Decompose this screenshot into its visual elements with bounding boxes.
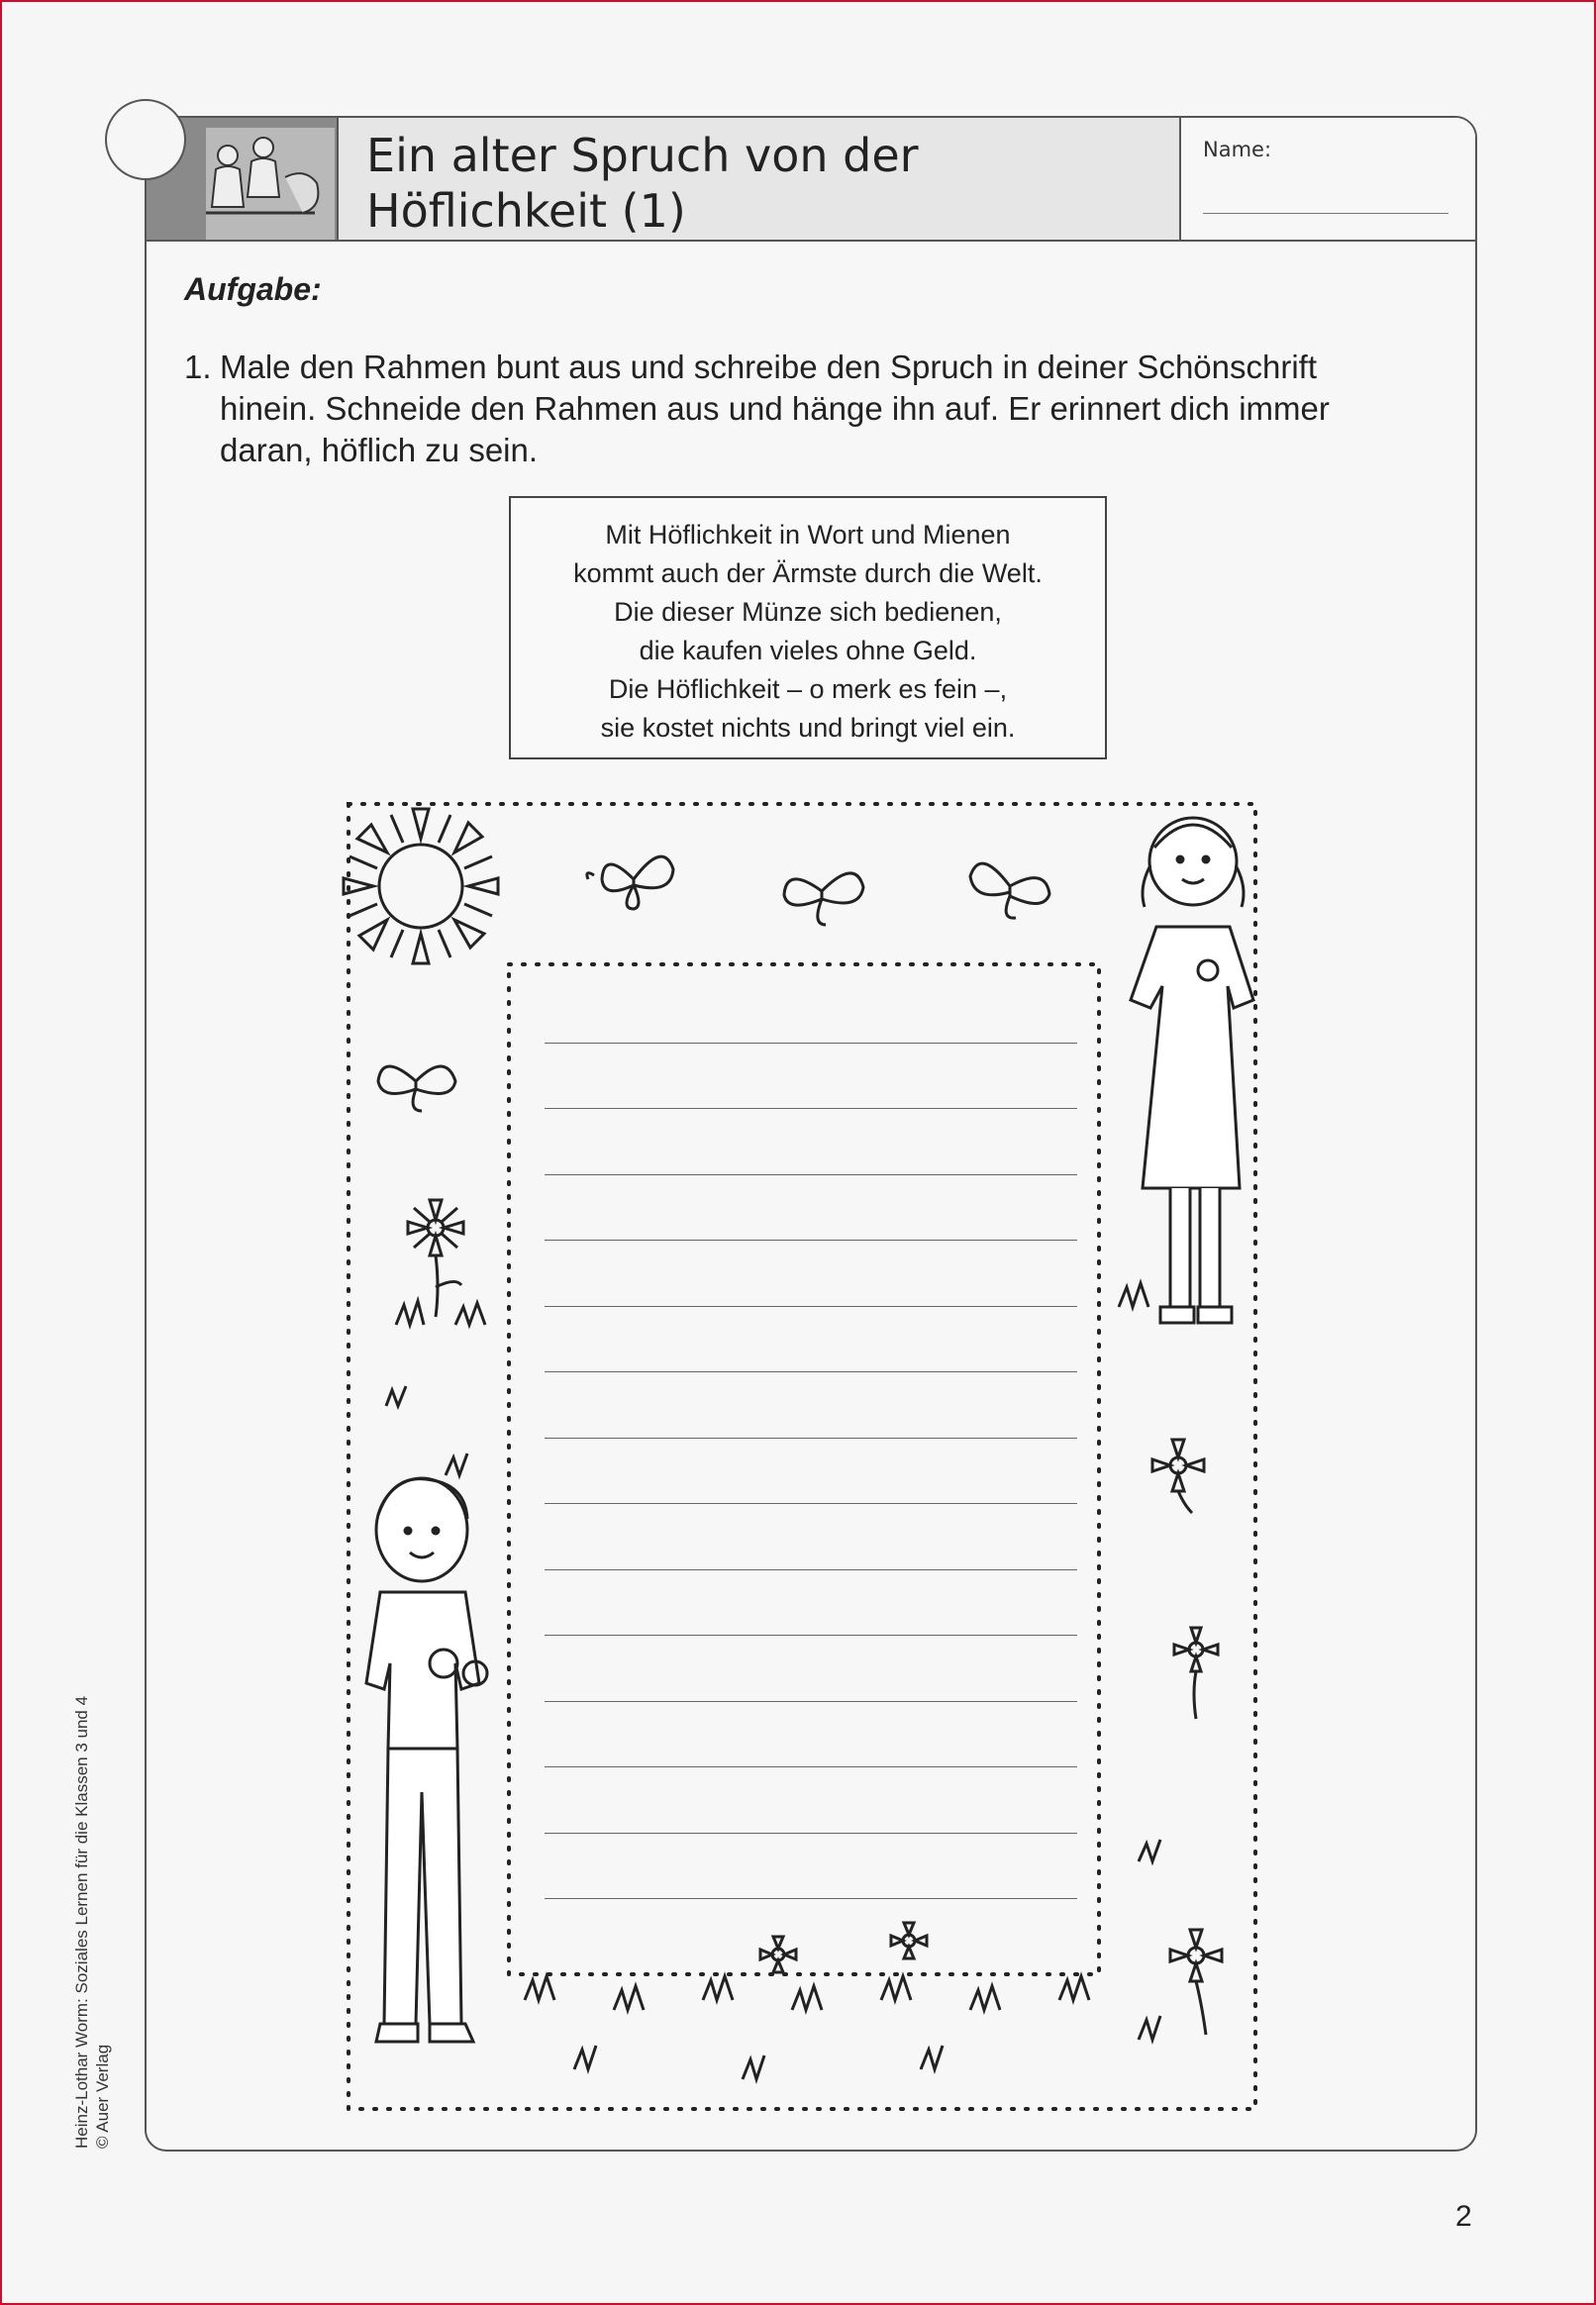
decorative-frame: [327, 792, 1277, 2119]
instruction-text: Male den Rahmen bunt aus und schreibe den Spruch in deiner Schönschrift hinein. Schneide den Rahmen aus und hänge ihn auf. Er erinnert dich immer daran, höflich zu sein.: [220, 349, 1330, 468]
poem-line: Die dieser Münze sich bedienen,: [614, 597, 1002, 627]
flower-icon: [1174, 1628, 1218, 1719]
writing-line[interactable]: [545, 1503, 1077, 1504]
writing-line[interactable]: [545, 1108, 1077, 1109]
header-band: [147, 118, 1475, 242]
writing-line[interactable]: [545, 1898, 1077, 1899]
credit-line-2: © Auer Verlag: [93, 2044, 112, 2149]
page-number: 2: [1455, 2200, 1472, 2233]
name-box: [1179, 118, 1477, 240]
poem-line: Die Höflichkeit – o merk es fein –,: [608, 674, 1008, 704]
name-label: Name:: [1203, 138, 1272, 161]
poem-line: kommt auch der Ärmste durch die Welt.: [573, 558, 1043, 588]
poem-line: sie kostet nichts und bringt viel ein.: [600, 713, 1016, 743]
name-write-line[interactable]: [1203, 213, 1448, 214]
worksheet-title: [366, 128, 1257, 239]
flower-icon: [1170, 1930, 1222, 2035]
flower-icon: [408, 1200, 463, 1317]
writing-line[interactable]: [545, 1306, 1077, 1307]
flower-icon: [1152, 1440, 1204, 1513]
butterfly-icon: [784, 873, 863, 925]
poem-box: [509, 496, 1107, 759]
sun-icon: [344, 809, 498, 963]
title-line-1: Ein alter Spruch von der: [366, 129, 919, 182]
writing-line[interactable]: [545, 1635, 1077, 1636]
inner-dotted-border: [509, 964, 1099, 1974]
writing-line[interactable]: [545, 1833, 1077, 1834]
task-label: Aufgabe:: [184, 271, 322, 307]
flower-icon: [891, 1923, 927, 1958]
credit-line-1: Heinz-Lothar Worm: Soziales Lernen für die Klassen 3 und 4: [72, 1695, 91, 2149]
writing-line[interactable]: [545, 1766, 1077, 1767]
title-line-2: Höflichkeit (1): [366, 184, 686, 238]
boy-figure: [366, 1478, 487, 2042]
writing-line[interactable]: [545, 1174, 1077, 1175]
girl-figure: [1131, 818, 1253, 1323]
corner-hole-circle: [105, 99, 186, 180]
writing-line[interactable]: [545, 1043, 1077, 1044]
instruction-item: [184, 347, 1412, 471]
instruction-number: 1.: [184, 349, 212, 385]
butterfly-icon: [587, 856, 673, 909]
outer-dotted-border: [349, 804, 1255, 2109]
poem-line: die kaufen vieles ohne Geld.: [639, 636, 977, 665]
butterfly-icon: [970, 863, 1049, 918]
writing-line[interactable]: [545, 1701, 1077, 1702]
writing-line[interactable]: [545, 1240, 1077, 1241]
writing-line[interactable]: [545, 1569, 1077, 1570]
flower-icon: [760, 1937, 796, 1972]
publisher-credit: [71, 1696, 113, 2149]
writing-line[interactable]: [545, 1438, 1077, 1439]
writing-line[interactable]: [545, 1371, 1077, 1372]
poem-line: Mit Höflichkeit in Wort und Mienen: [605, 520, 1011, 550]
butterfly-icon: [378, 1066, 455, 1111]
